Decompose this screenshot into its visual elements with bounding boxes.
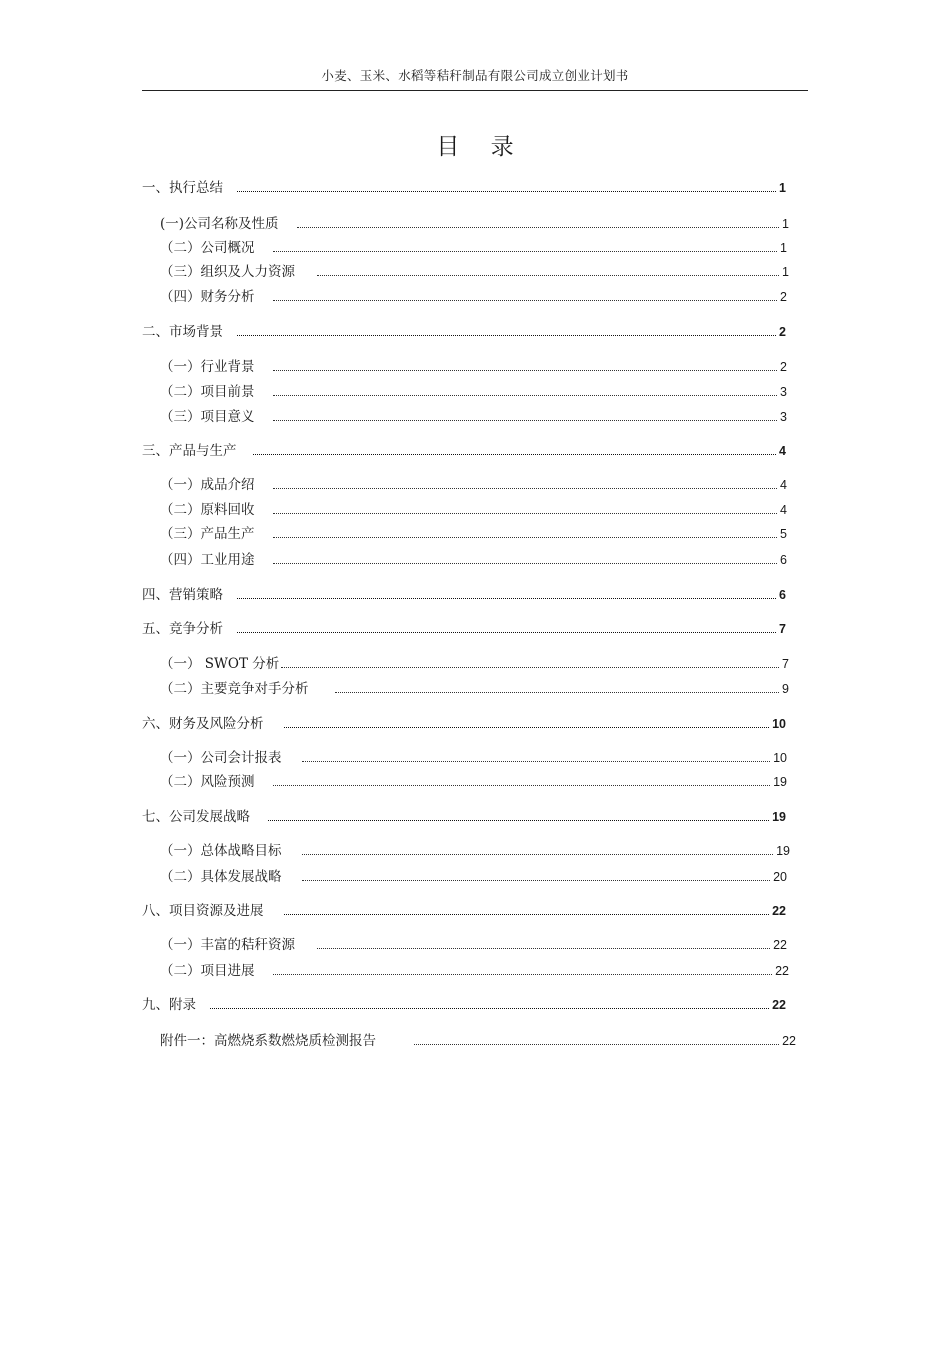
toc-entry-label: （一）丰富的秸秆资源 <box>160 937 295 953</box>
toc-page-number: 3 <box>780 385 787 399</box>
toc-entry-label: 七、公司发展战略 <box>142 809 250 825</box>
toc-subsection-entry[interactable] <box>160 551 787 569</box>
toc-page-number: 19 <box>773 775 787 789</box>
toc-page-number: 9 <box>782 682 789 696</box>
toc-entry-label: （三）项目意义 <box>160 409 255 425</box>
toc-dot-leader <box>302 761 771 762</box>
toc-entry-label: 五、竞争分析 <box>142 621 223 637</box>
toc-section-entry[interactable] <box>142 179 786 197</box>
toc-dot-leader <box>297 227 780 228</box>
toc-subsection-entry[interactable] <box>160 962 789 980</box>
toc-subsection-entry[interactable] <box>160 358 787 376</box>
toc-subsection-entry[interactable] <box>160 263 789 281</box>
toc-entry-label: 一、执行总结 <box>142 180 223 196</box>
toc-page-number: 2 <box>780 360 787 374</box>
toc-subsection-entry[interactable] <box>160 655 789 673</box>
toc-dot-leader <box>273 513 778 514</box>
toc-page-number: 3 <box>780 410 787 424</box>
toc-subsection-entry[interactable] <box>160 383 787 401</box>
toc-subsection-entry[interactable] <box>160 239 787 257</box>
toc-page-number: 20 <box>773 870 787 884</box>
toc-page-number: 19 <box>772 810 786 824</box>
toc-page-number: 10 <box>773 751 787 765</box>
toc-section-entry[interactable] <box>142 620 786 638</box>
toc-page-number: 4 <box>780 503 787 517</box>
toc-entry-label: 二、市场背景 <box>142 324 223 340</box>
toc-section-entry[interactable] <box>142 902 786 920</box>
toc-entry-label: （二）项目前景 <box>160 384 255 400</box>
toc-section-entry[interactable] <box>142 996 786 1014</box>
toc-dot-leader <box>273 420 778 421</box>
toc-dot-leader <box>273 251 778 252</box>
toc-entry-label: （二）原料回收 <box>160 502 255 518</box>
toc-dot-leader <box>317 275 779 276</box>
toc-entry-label: （四）财务分析 <box>160 289 255 305</box>
page-title: 目 录 <box>436 134 526 160</box>
toc-dot-leader <box>302 880 771 881</box>
toc-dot-leader <box>273 300 778 301</box>
toc-dot-leader <box>335 692 780 693</box>
toc-entry-label: 八、项目资源及进展 <box>142 903 264 919</box>
toc-entry-label: （二）项目进展 <box>160 963 255 979</box>
toc-page-number: 22 <box>772 998 786 1012</box>
toc-dot-leader <box>273 488 778 489</box>
toc-page-number: 7 <box>782 657 789 671</box>
toc-subsection-entry[interactable] <box>160 408 787 426</box>
toc-page-number: 6 <box>779 588 786 602</box>
toc-dot-leader <box>253 454 777 455</box>
toc-page-number: 2 <box>780 290 787 304</box>
toc-subsection-entry[interactable] <box>160 749 787 767</box>
toc-subsection-entry[interactable] <box>160 501 787 519</box>
toc-entry-label: （二）主要竞争对手分析 <box>160 681 309 697</box>
toc-dot-leader <box>273 395 778 396</box>
toc-page-number: 4 <box>780 478 787 492</box>
toc-dot-leader <box>317 948 770 949</box>
toc-page-number: 2 <box>779 325 786 339</box>
toc-subsection-entry[interactable] <box>160 476 787 494</box>
toc-subsection-entry[interactable] <box>160 842 790 860</box>
toc-page-number: 22 <box>772 904 786 918</box>
toc-entry-label: 九、附录 <box>142 997 196 1013</box>
toc-entry-label: （二）具体发展战略 <box>160 869 282 885</box>
toc-dot-leader <box>284 914 770 915</box>
toc-entry-label: （三）产品生产 <box>160 526 255 542</box>
toc-entry-label: （一）总体战略目标 <box>160 843 282 859</box>
toc-page-number: 5 <box>780 527 787 541</box>
toc-entry-label: (一)公司名称及性质 <box>160 216 279 232</box>
toc-page-number: 4 <box>779 444 786 458</box>
toc-subsection-entry[interactable] <box>160 288 787 306</box>
toc-entry-label: （一）成品介绍 <box>160 477 255 493</box>
toc-page-number: 22 <box>775 964 789 978</box>
toc-dot-leader <box>414 1044 779 1045</box>
toc-subsection-entry[interactable] <box>160 680 789 698</box>
toc-dot-leader <box>273 537 778 538</box>
toc-dot-leader <box>268 820 769 821</box>
toc-section-entry[interactable] <box>142 323 786 341</box>
toc-page-number: 1 <box>782 265 789 279</box>
toc-entry-label: 附件一：高燃烧系数燃烧质检测报告 <box>160 1033 376 1049</box>
toc-page-number: 1 <box>779 181 786 195</box>
toc-subsection-entry[interactable] <box>160 215 789 233</box>
toc-page-number: 1 <box>782 217 789 231</box>
toc-entry-label: 四、营销策略 <box>142 587 223 603</box>
toc-dot-leader <box>273 974 773 975</box>
toc-page-number: 19 <box>776 844 790 858</box>
toc-page-number: 22 <box>782 1034 796 1048</box>
toc-subsection-entry[interactable] <box>160 525 787 543</box>
toc-dot-leader <box>273 370 778 371</box>
toc-subsection-entry[interactable] <box>160 773 787 791</box>
toc-dot-leader <box>281 667 779 668</box>
toc-entry-label: 六、财务及风险分析 <box>142 716 264 732</box>
toc-dot-leader <box>237 191 776 192</box>
running-header: 小麦、玉米、水稻等秸秆制品有限公司成立创业计划书 <box>321 68 629 83</box>
toc-page-number: 10 <box>772 717 786 731</box>
toc-entry-label: （一）公司会计报表 <box>160 750 282 766</box>
toc-dot-leader <box>302 854 774 855</box>
toc-section-entry[interactable] <box>142 715 786 733</box>
toc-page-number: 7 <box>779 622 786 636</box>
toc-section-entry[interactable] <box>142 808 786 826</box>
toc-entry-label: （一）行业背景 <box>160 359 255 375</box>
toc-dot-leader <box>237 632 776 633</box>
toc-section-entry[interactable] <box>142 586 786 604</box>
toc-dot-leader <box>237 598 776 599</box>
toc-subsection-entry[interactable] <box>160 868 787 886</box>
toc-subsection-entry[interactable] <box>160 1032 796 1050</box>
toc-dot-leader <box>237 335 776 336</box>
toc-entry-label: （三）组织及人力资源 <box>160 264 295 280</box>
toc-dot-leader <box>284 727 770 728</box>
toc-dot-leader <box>273 785 771 786</box>
toc-entry-label: （四）工业用途 <box>160 552 255 568</box>
toc-entry-label: （二）公司概况 <box>160 240 255 256</box>
toc-section-entry[interactable] <box>142 442 786 460</box>
toc-entry-label: （二）风险预测 <box>160 774 255 790</box>
toc-dot-leader <box>273 563 778 564</box>
toc-dot-leader <box>210 1008 769 1009</box>
toc-entry-label: （一） SWOT 分析 <box>160 656 280 672</box>
toc-page-number: 6 <box>780 553 787 567</box>
toc-page-number: 22 <box>773 938 787 952</box>
toc-subsection-entry[interactable] <box>160 936 787 954</box>
toc-entry-label: 三、产品与生产 <box>142 443 237 459</box>
toc-page-number: 1 <box>780 241 787 255</box>
